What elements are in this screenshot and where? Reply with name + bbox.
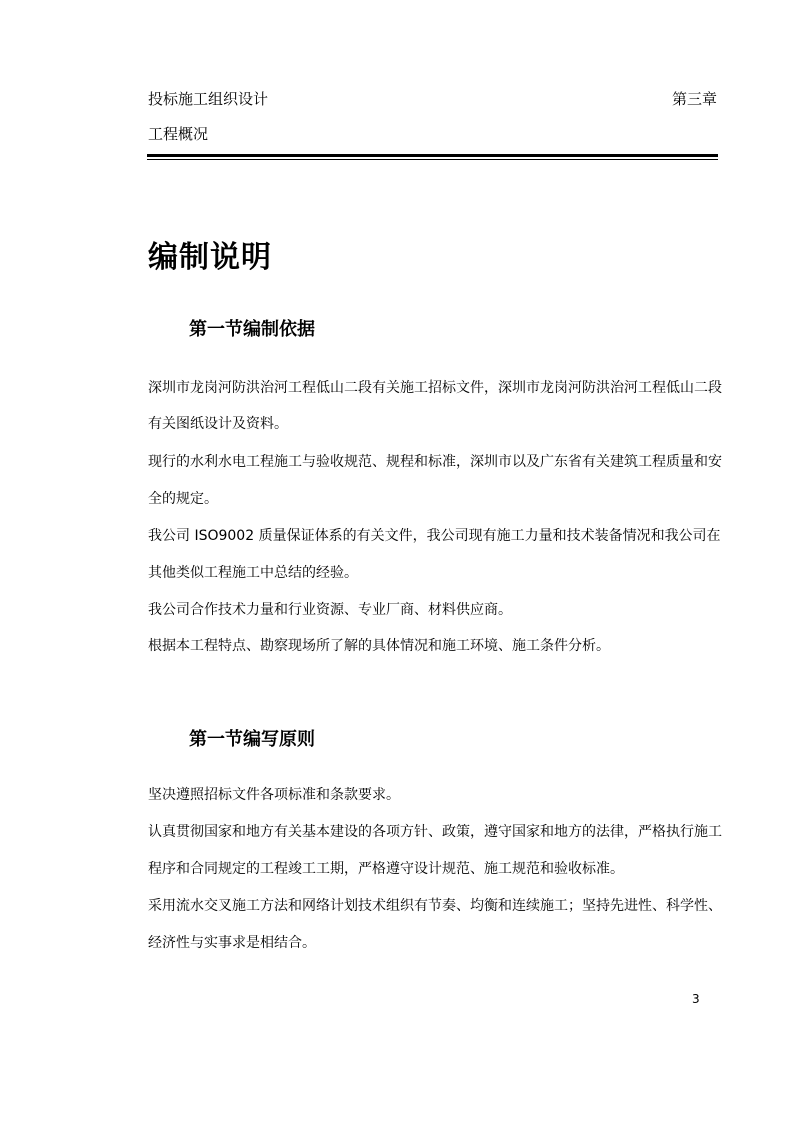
page-number: 3 [692,992,700,1006]
paragraph-line: 采用流水交叉施工方法和网络计划技术组织有节奏、均衡和连续施工；坚持先进性、科学性、 [148,898,722,914]
paragraph-line: 认真贯彻国家和地方有关基本建设的各项方针、政策，遵守国家和地方的法律，严格执行施工 [148,824,722,840]
header-rule-thick [147,154,718,157]
paragraph-line: 深圳市龙岗河防洪治河工程低山二段有关施工招标文件，深圳市龙岗河防洪治河工程低山二段 [148,380,722,396]
header-chapter: 第三章 [671,90,717,108]
paragraph-line: 根据本工程特点、勘察现场所了解的具体情况和施工环境、施工条件分析。 [148,638,610,654]
paragraph-line: 我公司合作技术力量和行业资源、专业厂商、材料供应商。 [148,602,512,618]
paragraph-line: 全的规定。 [148,491,218,507]
section-heading: 第一节编制依据 [189,319,315,340]
paragraph-line: 有关图纸设计及资料。 [148,416,288,432]
paragraph-line: 我公司 ISO9002 质量保证体系的有关文件，我公司现有施工力量和技术装备情况和我公司在 [148,528,721,544]
header-rule-thin [147,159,718,160]
paragraph-line: 现行的水利水电工程施工与验收规范、规程和标准，深圳市以及广东省有关建筑工程质量和安 [148,454,722,470]
section-heading: 第一节编写原则 [189,729,315,750]
paragraph-line: 经济性与实事求是相结合。 [148,935,316,951]
page-title: 编制说明 [148,240,272,275]
paragraph-line: 程序和合同规定的工程竣工工期，严格遵守设计规范、施工规范和验收标准。 [148,861,624,877]
header-document-title: 投标施工组织设计 [148,90,269,108]
paragraph-line: 坚决遵照招标文件各项标准和条款要求。 [148,787,400,803]
header-subtitle: 工程概况 [148,125,209,143]
paragraph-line: 其他类似工程施工中总结的经验。 [148,565,358,581]
